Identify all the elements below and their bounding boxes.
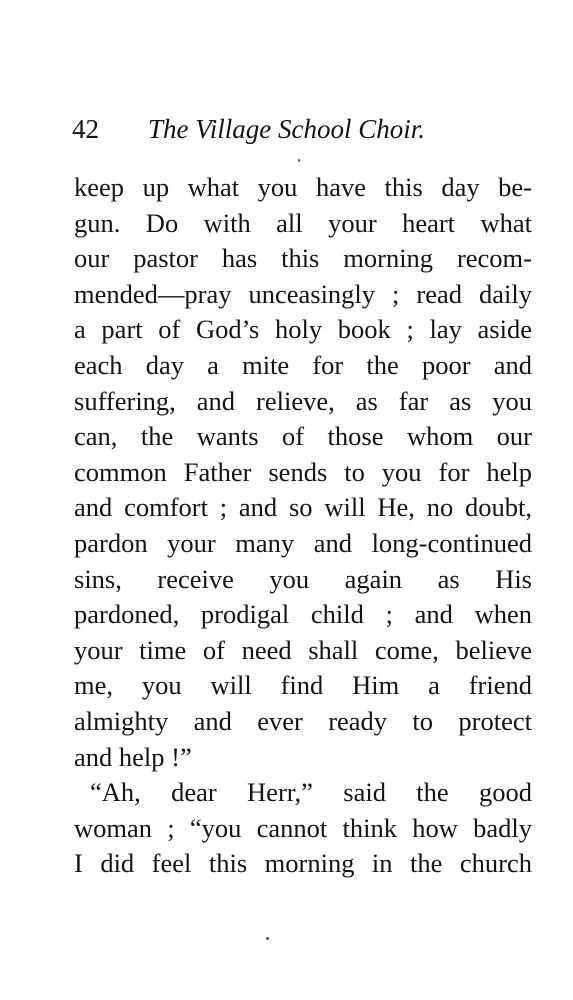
text-line: and help !” [74, 741, 192, 772]
text-line: suffering, and relieve, as far as you [74, 385, 532, 416]
text-line: me, you will find Him a friend [74, 670, 532, 701]
page-number: 42 [72, 114, 99, 144]
text-line: and comfort ; and so will He, no doubt, [74, 492, 532, 523]
running-title: The Village School Choir. [148, 114, 425, 144]
paragraph [74, 775, 532, 882]
text-line: mended—pray unceasingly ; read daily [74, 278, 532, 309]
text-line: can, the wants of those whom our [74, 421, 532, 452]
text-line: woman ; “you cannot think how badly [74, 812, 532, 843]
body-text [74, 170, 532, 882]
text-line: keep up what you have this day be- [74, 172, 532, 202]
text-line: each day a mite for the poor and [74, 349, 532, 380]
paragraph [74, 170, 532, 775]
text-line: almighty and ever ready to protect [74, 705, 532, 736]
text-line: our pastor has this morning recom- [74, 243, 532, 274]
paper-speck [298, 159, 300, 162]
text-line: pardon your many and long-continued [74, 527, 532, 558]
text-line: “Ah, dear Herr,” said the good [90, 777, 532, 808]
text-line: your time of need shall come, believe [74, 634, 532, 665]
text-line: a part of God’s holy book ; lay aside [74, 314, 532, 345]
paper-speck [266, 937, 269, 940]
text-line: gun. Do with all your heart what [74, 207, 532, 238]
running-head [72, 111, 508, 147]
text-line: pardoned, prodigal child ; and when [74, 599, 532, 630]
text-line: I did feel this morning in the church [74, 848, 532, 879]
text-line: common Father sends to you for help [74, 456, 532, 487]
text-line: sins, receive you again as His [74, 563, 532, 594]
